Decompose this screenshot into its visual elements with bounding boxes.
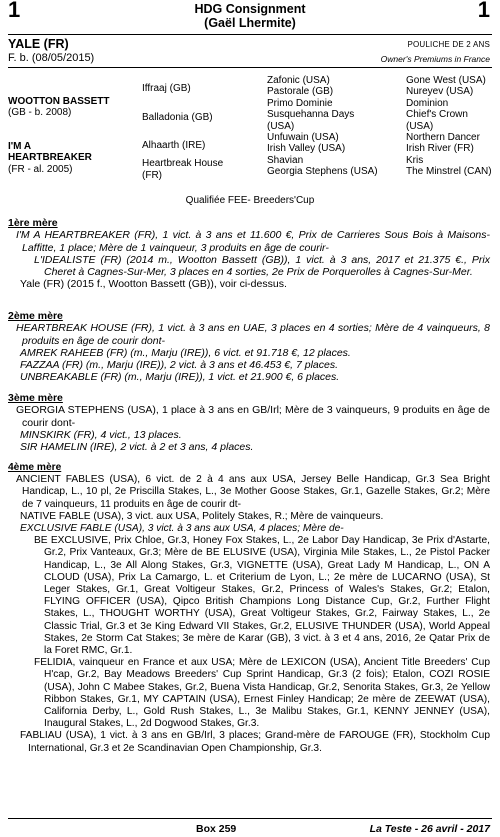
gen3-ancestor: Susquehanna Days (267, 109, 355, 121)
gen3-column (267, 75, 407, 178)
premiums-note: Owner's Premiums in France (380, 54, 490, 64)
gen2-ancestor: (FR) (142, 170, 162, 181)
section-title: 2ème mère (8, 310, 63, 322)
pedigree-dam (8, 141, 92, 175)
consignor-name: HDG Consignment (194, 2, 306, 16)
dam-name-line2: HEARTBREAKER (8, 152, 92, 164)
dam-record: HEARTBREAK HOUSE (FR), 1 vict. à 3 ans en UAE, 3 places en 4 sorties; Mère de 4 vainqueurs, 8 produits en âge de courir dont- (16, 322, 490, 347)
gen3-ancestor: Primo Dominie (267, 97, 333, 109)
pedigree-sire (8, 96, 109, 119)
gen2-ancestor: Heartbreak House (142, 158, 224, 169)
second-dam-section (8, 310, 490, 384)
gen4-ancestor: Nureyev (USA) (406, 86, 474, 98)
horse-description: F. b. (08/05/2015) (8, 52, 95, 64)
horse-name: YALE (FR) (8, 37, 69, 51)
sire-info: (GB - b. 2008) (8, 107, 72, 119)
pedigree-divider (8, 67, 492, 68)
gen3-ancestor: Zafonic (USA) (267, 75, 330, 86)
produce-record: EXCLUSIVE FABLE (USA), 3 vict. à 3 ans aux USA, 4 places; Mère de- (20, 523, 344, 535)
dam-name-line1: I'M A (8, 141, 32, 152)
third-dam-section (8, 392, 490, 453)
gen4-column (406, 75, 498, 178)
produce-record: BE EXCLUSIVE, Prix Chloe, Gr.3, Honey Fox Stakes, L., 2e Labor Day Handicap, 3e Prix d'Astarte, Gr.2, Prix Vanteaux, Gr.3; Mère de BE ELUSIVE (USA), Virginia Mile Stakes, L., 2e Pistol Packer Handicap, L., 3e All Along Stakes, Gr.3, VIGNETTE (USA), Great Lady M Handicap, L., ON A CLOUD (USA), Prix La Camargo, L. et Criterium de Lyon, L.; 2e mère de LUCARNO (USA), St Leger Stakes, Gr.1, Great Voltigeur Stakes, Gr.2, Princess of Wales's Stakes, Gr.2; Etalon, FLYING OFFICER (USA), Qipco British Champions Long Distance Cup, Gr.2, Further Flight Stakes, L., THOUGHT WORTHY (USA), Great Voltigeur Stakes, Gr.2, Fairway Stakes, L., 2e Classic Trial, Gr.3 et 3e King Edward VII Stakes, Gr.2, ELUSIVE THUNDER (USA), World Appeal Stakes, 2e Storm Cat Stakes; 3e mère de Karar (GB), 3 vict. à 3 et 4 ans, 2016, 2e Qatar Prix de la Foret RMC, Gr.1. (34, 535, 490, 657)
gen4-ancestor: The Minstrel (CAN) (406, 166, 492, 178)
gen3-ancestor: Georgia Stephens (USA) (267, 166, 378, 178)
gen4-ancestor: Northern Dancer (406, 132, 480, 144)
dam-info: (FR - al. 2005) (8, 163, 73, 175)
gen3-ancestor: Pastorale (GB) (267, 86, 334, 98)
sale-info: La Teste - 26 avril - 2017 (369, 823, 490, 835)
lot-number-left: 1 (8, 0, 21, 22)
gen3-ancestor: Unfuwain (USA) (267, 132, 339, 144)
gen4-ancestor: Kris (406, 154, 424, 166)
consignor-block (0, 2, 500, 30)
produce-record: UNBREAKABLE (FR) (m., Marju (IRE)), 1 vict. et 21.900 €, 6 places. (20, 371, 340, 384)
first-dam-section (8, 217, 490, 291)
produce-record: FABLIAU (USA), 1 vict. à 3 ans en GB/Irl, 3 places; Grand-mère de FAROUGE (FR), Stockholm Cup International, Gr.3 et 2e Scandinavian Open Championship, Gr.3. (20, 730, 490, 754)
produce-record: AMREK RAHEEB (FR) (m., Marju (IRE)), 6 vict. et 91.718 €, 12 places. (20, 346, 351, 359)
dam-record: I'M A HEARTBREAKER (FR), 1 vict. à 3 ans et 11.600 €, Prix de Carrieres Sous Bois à Maisons-Laffitte, 1 place; Mère de 1 vainqueur, 3 produits en âge de courir- (16, 229, 490, 254)
gen4-ancestor: (USA) (406, 120, 434, 132)
produce-record: FAZZAA (FR) (m., Marju (IRE)), 2 vict. à 3 ans et 46.453 €, 7 places. (20, 359, 339, 372)
dam-record: GEORGIA STEPHENS (USA), 1 place à 3 ans en GB/Irl; Mère de 3 vainqueurs, 9 produits en âge de courir dont- (16, 404, 490, 429)
fourth-dam-section (8, 462, 490, 755)
produce-record: L'IDEALISTE (FR) (2014 m., Wootton Bassett (GB)), 1 vict. à 3 ans, 2017 et 21.375 €., Prix Cheret à Cagnes-Sur-Mer, 3 places en 4 sorties, 2e Prix de Porquerolles à Cagnes-Sur-Mer. (34, 253, 490, 279)
produce-record: Yale (FR) (2015 f., Wootton Bassett (GB)), voir ci-dessus. (20, 278, 287, 291)
produce-record: MINSKIRK (FR), 4 vict., 13 places. (20, 428, 182, 441)
produce-record: SIR HAMELIN (IRE), 2 vict. à 2 et 3 ans, 4 places. (20, 441, 254, 454)
section-title: 3ème mère (8, 392, 63, 404)
section-title: 1ère mère (8, 217, 58, 229)
gen4-ancestor: Gone West (USA) (406, 75, 486, 86)
gen3-ancestor: Irish Valley (USA) (267, 143, 346, 155)
footer-divider (8, 818, 492, 819)
produce-record: NATIVE FABLE (USA), 3 vict. aux USA, Politely Stakes, R.; Mère de vainqueurs. (20, 510, 384, 522)
gen4-ancestor: Dominion (406, 97, 449, 109)
gen2-ancestor: Balladonia (GB) (142, 112, 213, 123)
gen2-ancestor: Alhaarth (IRE) (142, 140, 206, 151)
gen4-ancestor: Chief's Crown (406, 109, 468, 121)
gen3-ancestor: (USA) (267, 120, 295, 132)
produce-record: FELIDIA, vainqueur en France et aux USA; Mère de LEXICON (USA), Ancient Title Breeders' Cup H'cap, Gr.2, Bay Meadows Breeders' Cup Sprint Handicap, Gr.3 (2 fois); Etalon, COZI ROSIE (USA), John C Mabee Stakes, Gr.2, Buena Vista Handicap, Gr.2, Senorita Stakes, Gr.3, 2e Yellow Ribbon Stakes, Gr.1, MY CAPTAIN (USA), Ernest Finley Handicap; 2e mère de ZEEWAT (USA), California Derby, L., Gold Rush Stakes, L., 3e Malibu Stakes, Gr.1, KENNY JENNEY (USA), Inaugural Stakes, L., 2d Dogwood Stakes, Gr.3. (34, 657, 490, 730)
gen4-ancestor: Irish River (FR) (406, 143, 474, 155)
header-divider (8, 34, 492, 35)
sire-name: WOOTTON BASSETT (8, 96, 110, 107)
gen2-ancestor: Iffraaj (GB) (142, 83, 191, 94)
section-title: 4ème mère (8, 462, 62, 473)
box-number: Box 259 (196, 823, 237, 835)
gen3-ancestor: Shavian (267, 154, 304, 166)
horse-sex-age: POULICHE DE 2 ANS (407, 40, 490, 49)
dam-record: ANCIENT FABLES (USA), 6 vict. de 2 à 4 ans aux USA, Jersey Belle Handicap, Gr.3 Sea Bright Handicap, L., 10 pl, 2e Priscilla Stakes, L., 3e Mother Goose Stakes, Gr.1, Gazelle Stakes, Gr.2; Mère de 7 vainqueurs, 11 produits en âge de courir dt- (16, 474, 490, 510)
consignor-agent: (Gaël Lhermite) (204, 16, 296, 30)
qualification-note: Qualifiée FEE- Breeders'Cup (185, 195, 315, 206)
lot-number-right: 1 (477, 0, 490, 22)
